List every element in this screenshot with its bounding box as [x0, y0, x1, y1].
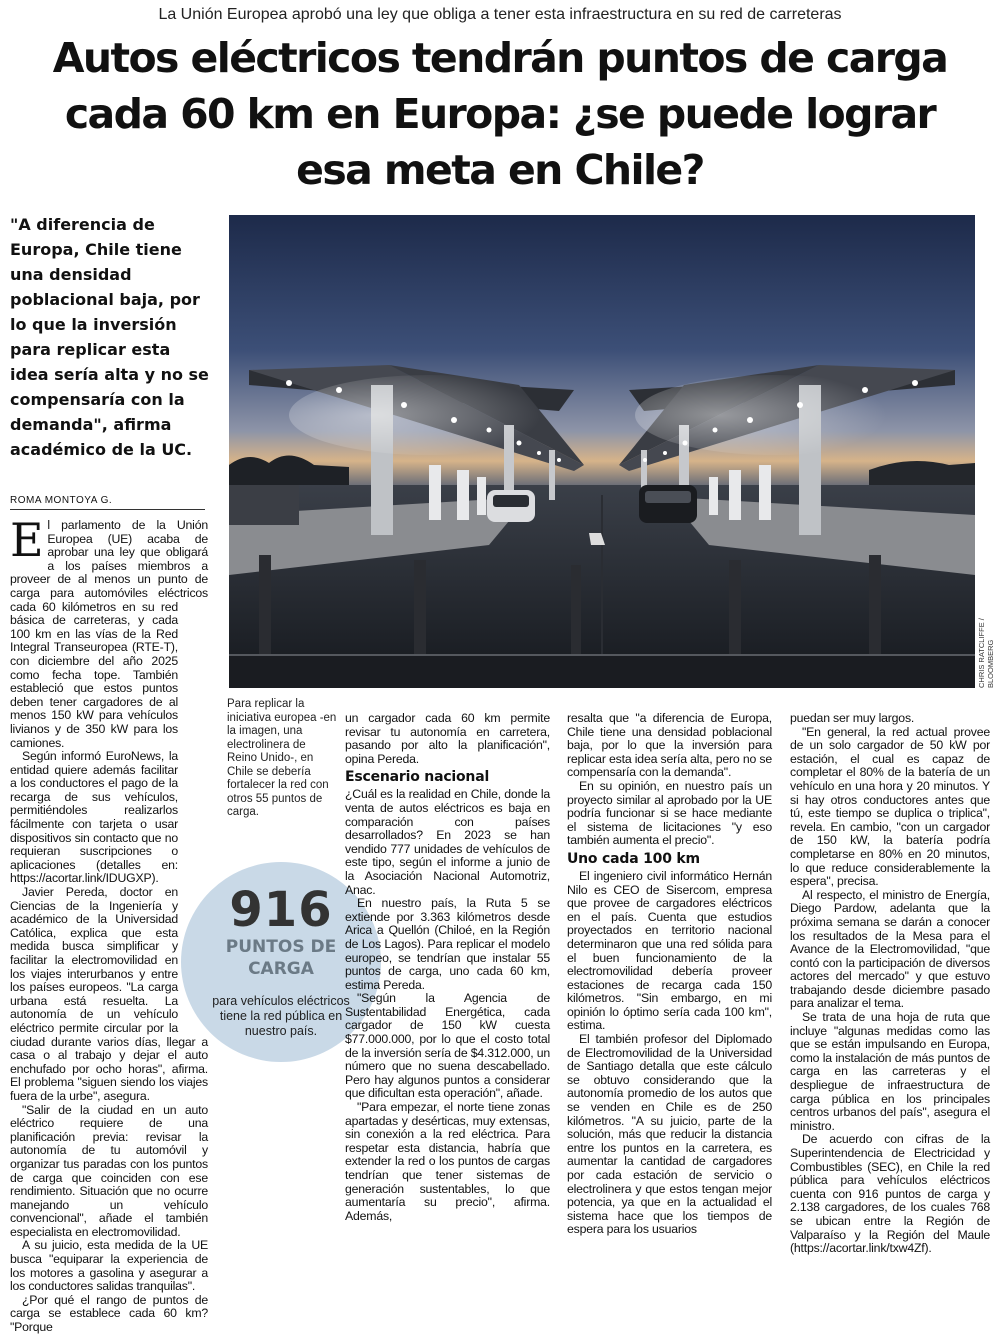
headline-line-1: Autos eléctricos tendrán puntos de carga [52, 34, 948, 82]
paragraph: "Según la Agencia de Sustentabilidad Energética, cada cargador de 150 kW cuesta $77.000.000, por lo que el costo total de la inversión sería de $4.312.000, un número que no suena descabellado. Pero hay algunos puntos a considerar que dificultan esta operación", añade. [345, 991, 550, 1101]
paragraph: El también profesor del Diplomado de Electromovilidad de la Universidad de Santiago detalla que este cálculo se obtuvo considerando que la autonomía promedio de los autos que se venden en Chile es de 250 kilómetros. "A su juicio, parte de la solución, más que reducir la distancia entre los puntos en la carretera, es aumentar la cantidad de cargadores por cada estación de servicio o electrolinera y que estos tengan mejor potencia, ya que en la actualidad el sistema hace que los tiempos de espera para los usuarios [567, 1032, 772, 1237]
drop-cap: E [10, 513, 44, 567]
kicker: La Unión Europea aprobó una ley que obliga a tener esta infraestructura en su red de carreteras [158, 6, 842, 23]
article-column-3 [567, 711, 772, 1237]
stat-label: PUNTOS DE CARGA [225, 937, 337, 979]
paragraph: El parlamento de la Unión Europea (UE) acaba de aprobar una ley que obligará a los países miembros a proveer de al menos un punto de carga para automóviles eléctricos cada 60 kilómetros en su red básica de carreteras, y cada 100 km en las vías de la Red Integral Transeuropea (RTE-T), con diciembre del año 2025 como fecha tope. También estableció que estos puntos deben tener cargadores de al menos 150 kW para vehículos livianos y de 350 kW para los camiones. [10, 513, 208, 750]
paragraph: De acuerdo con cifras de la Superintendencia de Electricidad y Combustibles (SEC), en Chile la red pública para vehículos eléctricos cuenta con 916 puntos de carga y 2.138 cargadores, de los cuales 768 se ubican entre la Región de Valparaíso y la Región del Maule (https://acortar.link/txw4Zf). [790, 1132, 990, 1256]
paragraph: El ingeniero civil informático Hernán Nilo es CEO de Sisercom, empresa que provee de cargadores eléctricos en el país. Cuenta que estudios proyectados en territorio nacional determinaron que una red sólida para el buen funcionamiento de la electromovilidad debería proveer estaciones de recarga cada 150 kilómetros. "Sin embargo, en mi opinión lo óptimo sería cada 100 km", estima. [567, 868, 772, 1033]
headline [20, 30, 980, 198]
paragraph: un cargador cada 60 km permite revisar tu autonomía en carretera, pasando por alto la planificación", opina Pereda. [345, 711, 550, 766]
photo-caption: Para replicar la iniciativa europea -en la imagen, una electrolinera de Reino Unido-, en Chile se debería fortalecer la red con otros 55 puntos de carga. [227, 698, 337, 818]
paragraph: Según informó EuroNews, la entidad quiere además facilitar a los conductores el pago de la recarga de sus vehículos, permitiéndoles realizarlos fácilmente con tarjeta o usar dispositivos sin contacto que no requieran suscripciones o aplicaciones (detalles en: https://acortar.link/IDUGXP). [10, 749, 178, 886]
section-heading: Escenario nacional [345, 769, 490, 786]
paragraph: Se trata de una hoja de ruta que incluye "algunas medidas como las que se están impulsando en Europa, como la instalación de más puntos de carga en las carreteras y el despliegue de infraestructura de carga pública en los principales centros urbanos del país", asegura el ministro. [790, 1010, 990, 1133]
article-column-2 [345, 712, 550, 1232]
charging-station-image [229, 215, 975, 688]
paragraph: "En general, la red actual provee de un solo cargador de 50 kW por estación, el cual es capaz de completar el 80% de la batería de un vehículo en una hora y 20 minutos. Y si hay otros conductores antes que tú, este tiempo se duplica o triplica", revela. En cambio, "con un cargador de 150 kW, la batería podría completarse en 80% en 20 minutos, lo que reduce considerablemente la espera", precisa. [790, 724, 990, 889]
paragraph: En su opinión, en nuestro país un proyecto similar al aprobado por la UE podría funcionar si se hace mediante el sistema de licitaciones "y eso también aumenta el precio". [567, 778, 772, 848]
photo-credit: CHRIS RATCLIFFE / BLOOMBERG [977, 618, 995, 688]
headline-line-3: esa meta en Chile? [296, 146, 704, 194]
paragraph: En nuestro país, la Ruta 5 se extiende por 3.363 kilómetros desde Arica a Quellón (Chiloé, en la Región de Los Lagos). Para replicar el modelo europeo, se tendrían que instalar 55 puntos de carga, uno cada 60 km, estima Pereda. [345, 896, 550, 992]
article-column-4 [790, 711, 990, 1256]
paragraph: Al respecto, el ministro de Energía, Diego Pardow, adelanta que la próxima semana se darán a conocer los resultados de la Mesa para el Avance de la Electromovilidad, "que contó con la participación de diversos actores del mercado" y que estuvo trabajando desde diciembre pasado para analizar el tema. [790, 887, 990, 1011]
article-photo [229, 215, 975, 688]
paragraph: A su juicio, esta medida de la UE busca "equiparar la experiencia de los motores a gasolina y asegurar a los conductores salidas tranquilas". [10, 1238, 208, 1294]
pull-quote: "A diferencia de Europa, Chile tiene una densidad poblacional baja, por lo que la inversión para replicar esta idea sería alta y no se compensaría con la demanda", afirma académico de la UC. [10, 215, 209, 459]
paragraph: "Para empezar, el norte tiene zonas apartadas y desérticas, muy extensas, sin conexión a la red eléctrica. Para respetar esta distancia, habría que extender la red o los puntos de cargas tendrían que tener sistemas de generación sustentables, lo que aumentaría su precio", afirma. Además, [345, 1100, 550, 1223]
byline: ROMA MONTOYA G. [10, 495, 205, 510]
paragraph: ¿Por qué el rango de puntos de carga se establece cada 60 km? "Porque [10, 1292, 208, 1335]
headline-line-2: cada 60 km en Europa: ¿se puede lograr [64, 90, 936, 138]
section-heading: Uno cada 100 km [567, 850, 700, 867]
paragraph: Javier Pereda, doctor en Ciencias de la Ingeniería y académico de la Universidad Católica, explica que esta medida busca simplificar y facilitar la electromovilidad en los viajes interurbanos y entre los países europeos. "La carga urbana está resuelta. La autonomía de un vehículo eléctrico permite circular por la ciudad durante varios días, llegar a casa o al trabajo y dejar el auto enchufado por ocho horas", afirma. El problema "siguen siendo los viajes fuera de la urbe", asegura. [10, 885, 208, 1103]
paragraph: ¿Cuál es la realidad en Chile, donde la venta de autos eléctricos es baja en comparación con países desarrollados? En 2023 se han vendido 777 unidades de vehículos de este tipo, según el informe a junio de la Asociación Nacional Automotriz, Anac. [345, 787, 550, 897]
paragraph: resalta que "a diferencia de Europa, Chile tiene una densidad poblacional baja, por lo que la inversión para replicar esta idea sería alta, pero no se compensaría con la demanda". [567, 711, 772, 780]
paragraph: "Salir de la ciudad en un auto eléctrico requiere de una planificación previa: revisar la autonomía de tu automóvil y organizar tus paradas con los puntos de carga que coinciden con ese rendimiento. Situación que no ocurre manejando un vehículo convencional", añade el también especialista en electromovilidad. [10, 1102, 208, 1239]
stat-description: para vehículos eléctricos tiene la red pública en nuestro país. [212, 994, 350, 1038]
paragraph: puedan ser muy largos. [790, 711, 915, 725]
article-column-1 [10, 513, 208, 1335]
stat-number: 916 [229, 882, 333, 938]
